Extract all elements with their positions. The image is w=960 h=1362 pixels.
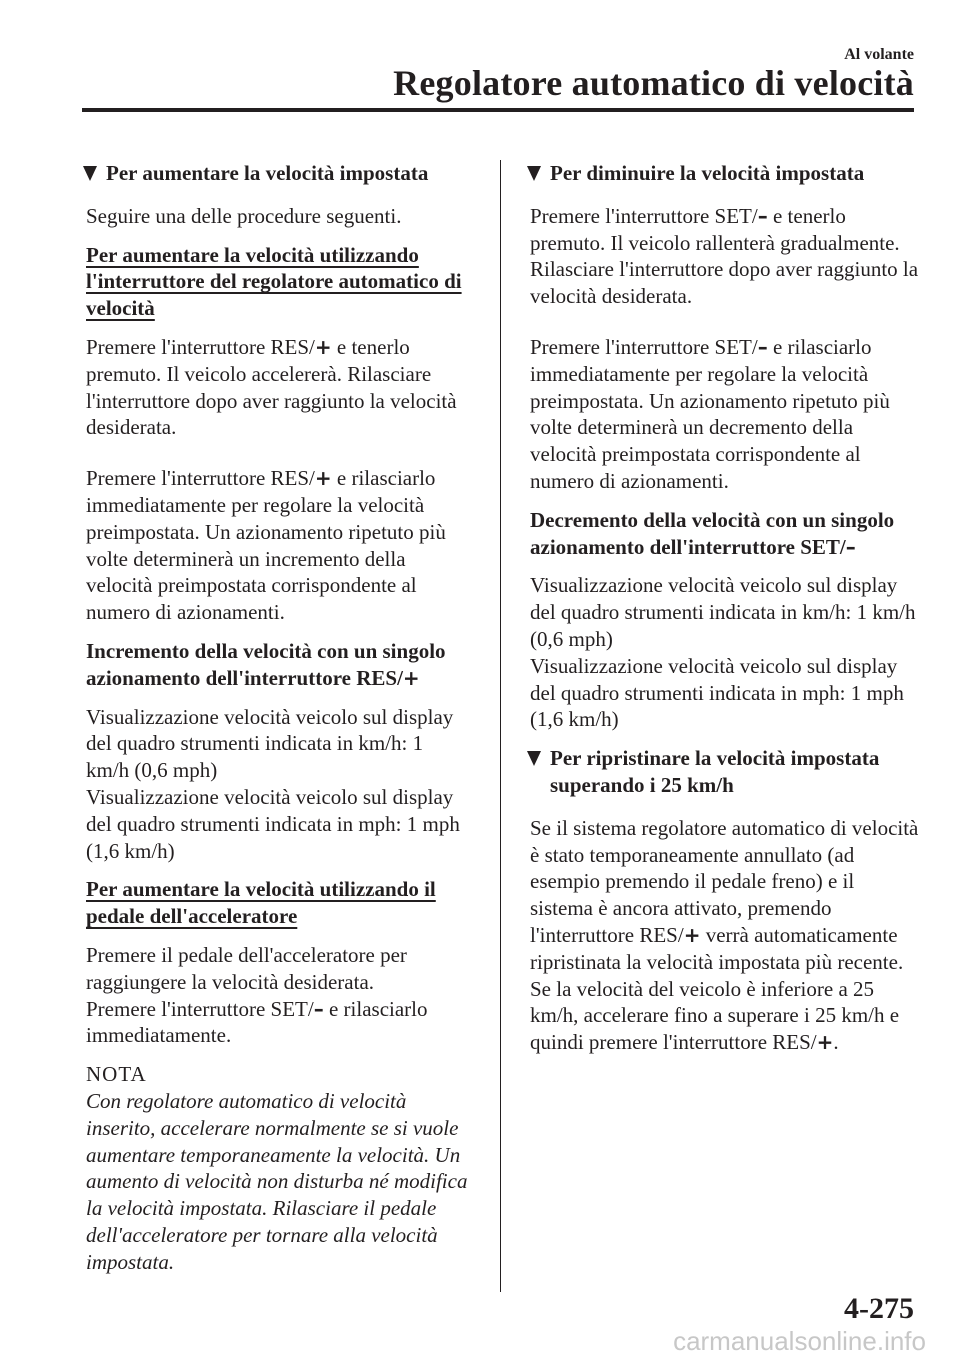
plus-icon [817, 1030, 834, 1054]
right-column [530, 160, 920, 1056]
subheading-switch-text: Per aumentare la velocità utilizzando l'interruttore del regolatore automatico di velocità [86, 242, 462, 321]
kmh-display-text: Visualizzazione velocità veicolo sul display del quadro strumenti indicata in km/h: 1 km/h (0,6 mph) [530, 573, 916, 651]
heading-increase-speed-text: Per aumentare la velocità impostata [106, 161, 429, 185]
triangle-bullet-icon [527, 166, 541, 181]
res-hold-text [86, 334, 470, 441]
minus-icon [314, 997, 324, 1021]
page-title: Regolatore automatico di velocità [393, 63, 914, 103]
pedal-set-text [86, 996, 470, 1050]
plus-icon [315, 466, 332, 490]
minus-icon [758, 204, 768, 228]
set-release-text: Rilasciare l'interruttore dopo aver raggiunto la velocità desiderata. [530, 257, 919, 309]
increment-heading-text: Incremento della velocità con un singolo azionamento dell'interruttore RES/ [86, 638, 446, 690]
res-hold-text-b: e tenerlo premuto. Il veicolo accelererà. Rilasciare l'interruttore dopo aver raggiunto la velocità desiderata. [86, 334, 457, 440]
intro-text: Seguire una delle procedure seguenti. [86, 203, 402, 228]
heading-decrease-speed [530, 160, 920, 187]
header-rule [82, 108, 914, 112]
set-tap-text-a: Premere l'interruttore SET/ [530, 334, 758, 359]
left-column [86, 160, 470, 1275]
set-tap-text [530, 334, 920, 495]
mph-display-text: Visualizzazione velocità veicolo sul display del quadro strumenti indicata in mph: 1 mph (1,6 km/h) [86, 784, 460, 863]
restore-text-a: Se il sistema regolatore automatico di velocità è stato temporaneamente annullato (ad esempio premendo il pedale freno) e il sistema è ancora attivato, premendo l'interruttore RES/ [530, 815, 919, 947]
column-divider [500, 160, 501, 1292]
restore-text-b: verrà automaticamente ripristinata la velocità impostata più recente. [530, 922, 904, 974]
pedal-text: Premere il pedale dell'acceleratore per raggiungere la velocità desiderata. [86, 942, 407, 994]
heading-increase-speed [86, 160, 470, 187]
decrement-heading-text: Decremento della velocità con un singolo azionamento dell'interruttore SET/ [530, 507, 895, 559]
subheading-pedal [86, 876, 470, 930]
increment-heading [86, 638, 470, 692]
triangle-bullet-icon [527, 751, 541, 766]
minus-icon [758, 335, 768, 359]
page-number: 4-275 [844, 1292, 914, 1325]
decrement-heading [530, 507, 920, 561]
below-25-text-b: . [833, 1030, 839, 1055]
note-label: NOTA [86, 1062, 147, 1087]
note-text: Con regolatore automatico di velocità inserito, accelerare normalmente se si vuole aumentare temporaneamente la velocità. Un aumento di velocità non disturba né modifica la velocità impostata. Rilasciare il pedale dell'acceleratore per tornare alla velocità impostata. [86, 1088, 468, 1274]
restore-text [530, 815, 920, 976]
mph-display-text: Visualizzazione velocità veicolo sul display del quadro strumenti indicata in mph: 1 mph (1,6 km/h) [530, 653, 904, 732]
heading-restore-speed [530, 745, 920, 799]
section-label: Al volante [844, 46, 914, 63]
heading-decrease-speed-text: Per diminuire la velocità impostata [550, 161, 865, 185]
below-25-text [530, 976, 920, 1056]
triangle-bullet-icon [83, 166, 97, 181]
res-hold-text-a: Premere l'interruttore RES/ [86, 334, 315, 359]
heading-restore-speed-text: Per ripristinare la velocità impostata superando i 25 km/h [550, 746, 880, 797]
subheading-pedal-text: Per aumentare la velocità utilizzando il pedale dell'acceleratore [86, 877, 436, 929]
set-hold-text [530, 203, 920, 257]
plus-icon [403, 666, 420, 690]
res-tap-text-b: e rilasciarlo immediatamente per regolare la velocità preimpostata. Un azionamento ripetuto più volte determinerà un incremento della velocità preimpostata corrispondente al numero di azionamenti. [86, 466, 446, 625]
below-25-text-a: Se la velocità del veicolo è inferiore a 25 km/h, accelerare fino a superare i 25 km/h e quindi premere l'interruttore RES/ [530, 976, 900, 1055]
pedal-set-text-a: Premere l'interruttore SET/ [86, 996, 314, 1021]
pedal-set-text-b: e rilasciarlo immediatamente. [86, 996, 428, 1048]
res-tap-text [86, 465, 470, 626]
minus-icon [846, 535, 856, 559]
subheading-switch [86, 242, 470, 322]
res-tap-text-a: Premere l'interruttore RES/ [86, 466, 315, 491]
kmh-display-text: Visualizzazione velocità veicolo sul display del quadro strumenti indicata in km/h: 1 km/h (0,6 mph) [86, 704, 454, 783]
plus-icon [315, 335, 332, 359]
set-hold-text-b: e tenerlo premuto. Il veicolo rallenterà gradualmente. [530, 203, 900, 255]
watermark: carmanualsonline.info [673, 1326, 926, 1356]
set-hold-text-a: Premere l'interruttore SET/ [530, 203, 758, 228]
plus-icon [684, 923, 701, 947]
set-tap-text-b: e rilasciarlo immediatamente per regolare la velocità preimpostata. Un azionamento ripetuto più volte determinerà un decremento della velocità preimpostata corrispondente al numero di azionamenti. [530, 334, 890, 493]
